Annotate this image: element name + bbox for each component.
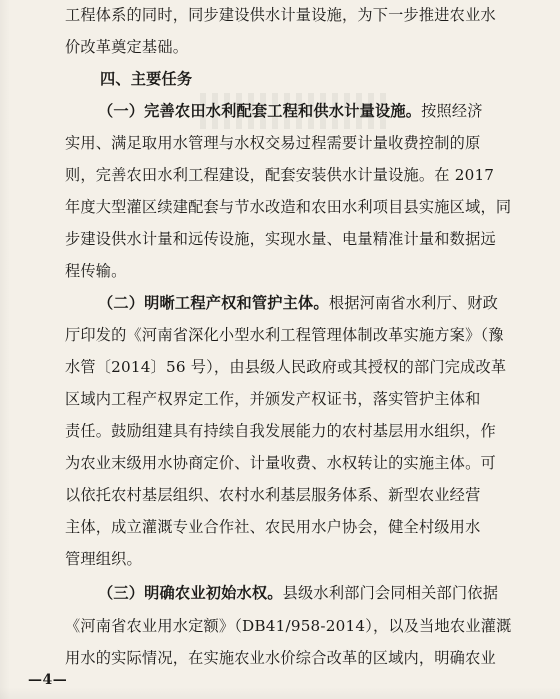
text-line-19: 管理组织。 <box>65 550 142 568</box>
text-line-6: 实用、满足取用水管理与水权交易过程需要计量收费控制的原 <box>65 134 481 152</box>
text-line-8: 年度大型灌区续建配套与节水改造和农田水利项目县实施区域，同 <box>65 198 512 216</box>
text-line-2: 工程体系的同时，同步建设供水计量设施，为下一步推进农业水 <box>65 6 496 24</box>
text-line-9: 步建设供水计量和远传设施，实现水量、电量精准计量和数据远 <box>65 230 496 248</box>
page-number: —4— <box>28 672 68 688</box>
subsection-1-line-1: （一）完善农田水利配套工程和供水计量设施。按照经济 <box>98 102 483 120</box>
text-line-14: 区域内工程产权界定工作，并颁发产权证书，落实管护主体和 <box>65 390 481 408</box>
text-line-16: 为农业末级用水协商定价、计量收费、水权转让的实施主体。可 <box>65 454 496 472</box>
text-line-18: 主体，成立灌溉专业合作社、农民用水户协会，健全村级用水 <box>65 518 481 536</box>
text-line-15: 责任。鼓励组建具有持续自我发展能力的农村基层用水组织，作 <box>65 422 496 440</box>
text-line-10: 程传输。 <box>65 262 127 280</box>
text-line-21: 《河南省农业用水定额》（DB41/958-2014），以及当地农业灌溉 <box>65 617 512 635</box>
section-heading: 四、主要任务 <box>100 70 193 88</box>
text-line-22: 用水的实际情况，在实施农业水价综合改革的区域内，明确农业 <box>65 649 496 667</box>
subsection-3-line-1: （三）明确农业初始水权。县级水利部门会同相关部门依据 <box>98 584 499 602</box>
text-line-7: 则，完善农田水利工程建设，配套安装供水计量设施。在 2017 <box>65 166 495 184</box>
text-line-17: 以依托农村基层组织、农村水利基层服务体系、新型农业经营 <box>65 486 481 504</box>
text-line-13: 水管〔2014〕56 号），由县级人民政府或其授权的部门完成改革 <box>65 358 507 376</box>
subsection-2-line-1: （二）明晰工程产权和管护主体。根据河南省水利厅、财政 <box>98 294 499 312</box>
text-line-3: 价改革奠定基础。 <box>65 38 189 56</box>
text-line-12: 厅印发的《河南省深化小型水利工程管理体制改革实施方案》（豫 <box>65 326 504 344</box>
